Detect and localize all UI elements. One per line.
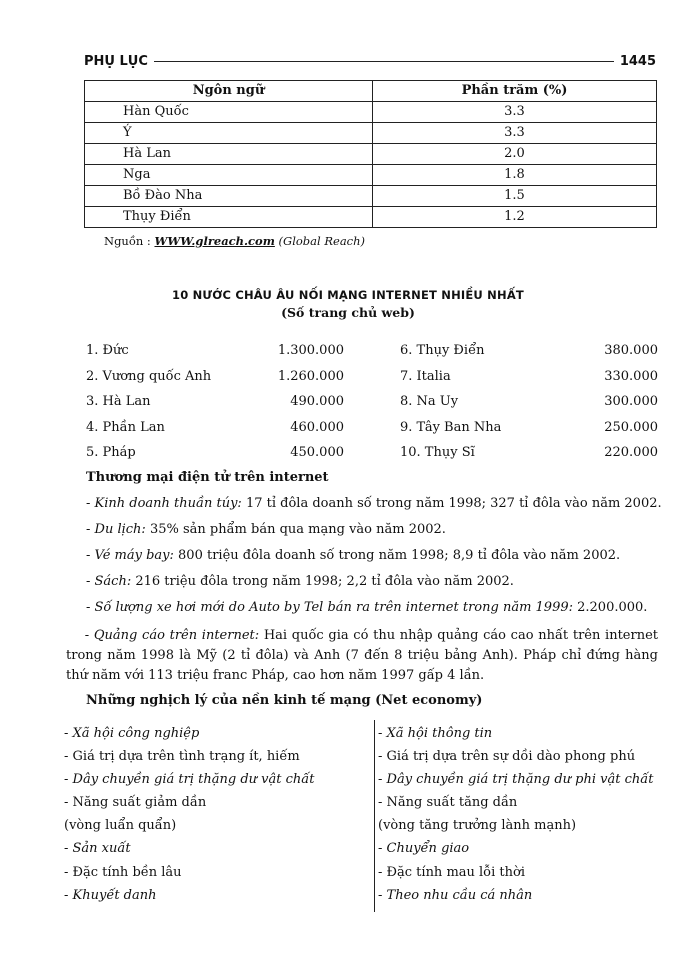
country-name: 10. Thụy Sĩ [400,445,475,460]
bullet-label: - Số lượng xe hơi mới do Auto by Tel bán ra trên internet trong năm 1999: [86,600,573,615]
country-name: 5. Pháp [86,445,136,460]
language-cell: Thụy Điển [85,207,373,228]
country-value: 1.300.000 [277,343,344,358]
country-name: 2. Vương quốc Anh [86,369,212,384]
country-value: 250.000 [604,420,658,435]
header-rule [154,61,614,62]
paradox-left-item: - Sản xuất [64,841,131,856]
country-value: 450.000 [290,445,344,460]
bullet-label: - Kinh doanh thuần túy: [86,496,242,511]
list-item [400,369,658,389]
language-cell: Nga [85,165,373,186]
paradox-left-item: - Khuyết danh [64,888,157,903]
paradox-right-item: - Theo nhu cầu cá nhân [378,888,533,903]
bullet-text: 216 triệu đôla trong năm 1998; 2,2 tỉ đôla vào năm 2002. [131,574,514,589]
country-name: 1. Đức [86,343,129,358]
language-cell: Hà Lan [85,144,373,165]
list-item [86,420,344,440]
country-name: 9. Tây Ban Nha [400,420,502,435]
country-name: 3. Hà Lan [86,394,151,409]
advert-label: - Quảng cáo trên internet: [84,628,260,643]
country-value: 1.260.000 [277,369,344,384]
paradox-left-item: - Giá trị dựa trên tình trạng ít, hiếm [64,749,300,764]
advertising-paragraph [66,626,658,686]
percent-cell: 1.8 [373,165,657,186]
paradox-right-item: - Đặc tính mau lỗi thời [378,865,526,880]
country-value: 460.000 [290,420,344,435]
paradox-heading: Những nghịch lý của nền kinh tế mạng (Net economy) [86,693,483,708]
paradox-columns [64,720,660,912]
country-name: 8. Na Uy [400,394,459,409]
ecommerce-bullet [86,574,514,589]
list-item [86,394,344,414]
paradox-left-item: - Xã hội công nghiệp [64,726,200,741]
ecommerce-bullet [86,522,446,537]
percent-cell: 1.5 [373,186,657,207]
column-divider [374,720,375,912]
language-cell: Hàn Quốc [85,102,373,123]
list-item [400,420,658,440]
table-row [85,144,657,165]
section-title: PHỤ LỤC [84,53,148,69]
ecommerce-bullet [86,496,662,511]
column-header-percent: Phần trăm (%) [373,81,657,102]
paradox-right-item: - Năng suất tăng dần [378,795,518,810]
ranking-subtitle: (Số trang chủ web) [281,305,415,320]
bullet-text: 17 tỉ đôla doanh số trong năm 1998; 327 tỉ đôla vào năm 2002. [241,496,662,511]
column-header-language: Ngôn ngữ [85,81,373,102]
list-item [86,369,344,389]
source-link[interactable]: WWW.glreach.com [154,234,275,248]
source-label: Nguồn : [104,234,151,248]
paradox-right-item: - Chuyển giao [378,841,470,856]
language-cell: Ý [85,123,373,144]
page-header [84,52,656,70]
percent-cell: 1.2 [373,207,657,228]
paradox-left-item: (vòng luẩn quẩn) [64,818,177,833]
ecommerce-heading: Thương mại điện tử trên internet [86,470,329,485]
paradox-right-item: - Giá trị dựa trên sự dồi dào phong phú [378,749,636,764]
ecommerce-bullet [86,600,647,615]
list-item [400,445,658,465]
paradox-right-item: (vòng tăng trưởng lành mạnh) [378,818,577,833]
country-value: 490.000 [290,394,344,409]
list-item [86,343,344,363]
table-row [85,207,657,228]
bullet-label: - Vé máy bay: [86,548,174,563]
advert-text: Hai quốc gia có thu nhập quảng cáo cao nhất trên internet trong năm 1998 là Mỹ (2 tỉ đôla) và Anh (7 đến 8 triệu bảng Anh). Pháp chỉ đứng hàng thứ năm với 113 triệu franc Pháp, cao hơn năm 1997 gấp 4 lần. [66,628,658,683]
table-row [85,165,657,186]
country-name: 4. Phần Lan [86,420,165,435]
country-value: 380.000 [604,343,658,358]
bullet-label: - Du lịch: [86,522,146,537]
ranking-title: 10 NƯỚC CHÂU ÂU NỐI MẠNG INTERNET NHIỀU NHẤT [172,288,524,302]
source-org: (Global Reach) [278,234,366,248]
bullet-label: - Sách: [86,574,132,589]
country-value: 220.000 [604,445,658,460]
country-value: 300.000 [604,394,658,409]
paradox-right-item: - Dây chuyền giá trị thặng dư phi vật chất [378,772,654,787]
language-table [84,80,657,228]
paradox-left-item: - Năng suất giảm dần [64,795,207,810]
language-cell: Bồ Đào Nha [85,186,373,207]
ecommerce-bullet [86,548,620,563]
percent-cell: 3.3 [373,102,657,123]
percent-cell: 2.0 [373,144,657,165]
source-line [104,234,365,248]
percent-cell: 3.3 [373,123,657,144]
country-name: 7. Italia [400,369,451,384]
bullet-text: 2.200.000. [573,600,648,615]
table-row [85,102,657,123]
list-item [400,343,658,363]
paradox-right-item: - Xã hội thông tin [378,726,493,741]
paradox-left-item: - Dây chuyền giá trị thặng dư vật chất [64,772,315,787]
table-row [85,186,657,207]
list-item [400,394,658,414]
bullet-text: 35% sản phẩm bán qua mạng vào năm 2002. [145,522,446,537]
list-item [86,445,344,465]
bullet-text: 800 triệu đôla doanh số trong năm 1998; 8,9 tỉ đôla vào năm 2002. [173,548,621,563]
table-row [85,123,657,144]
paradox-left-item: - Đặc tính bền lâu [64,865,182,880]
table-header-row [85,81,657,102]
country-value: 330.000 [604,369,658,384]
page-number: 1445 [619,53,656,69]
country-name: 6. Thụy Điển [400,343,485,358]
